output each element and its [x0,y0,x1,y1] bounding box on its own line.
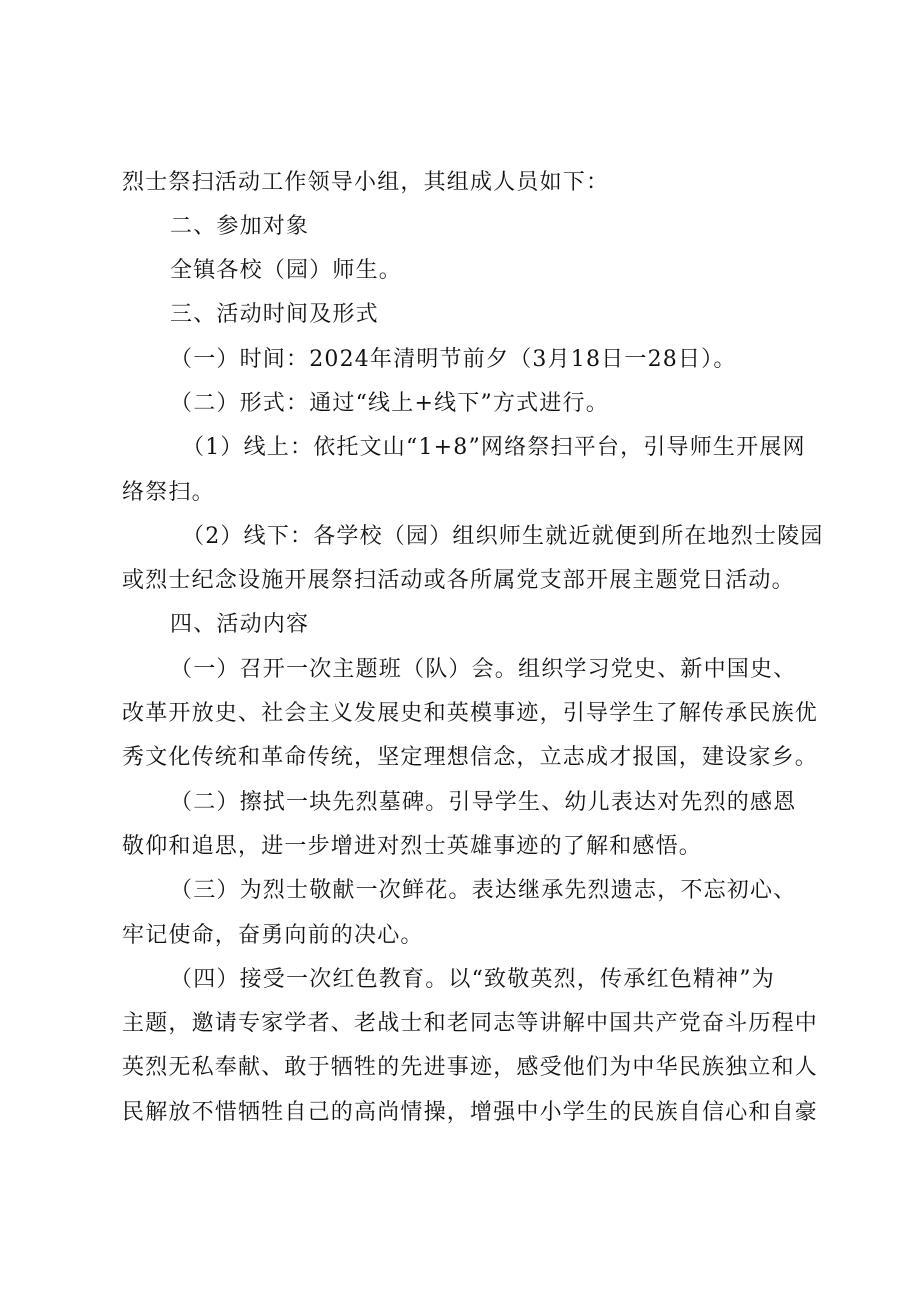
text-line: 或烈士纪念设施开展祭扫活动或各所属党支部开展主题党日活动。 [122,568,795,593]
text-line: 英烈无私奉献、敢于牺牲的先进事迹，感受他们为中华民族独立和人 [122,1055,819,1080]
text-line: 烈士祭扫活动工作领导小组，其组成人员如下： [122,170,610,195]
text-line: （2）线下：各学校（园）组织师生就近就便到所在地烈士陵园 [182,524,824,549]
text-line: 秀文化传统和革命传统，坚定理想信念，立志成才报国，建设家乡。 [122,745,819,770]
section-heading: 四、活动内容 [170,612,310,637]
text-line: （二）形式：通过“线上+线下”方式进行。 [170,391,609,416]
text-line: 络祭扫。 [122,480,215,505]
section-heading: 三、活动时间及形式 [170,302,379,327]
text-line: （二）擦拭一块先烈墓碑。引导学生、幼儿表达对先烈的感恩 [170,790,797,815]
text-line: （一）召开一次主题班（队）会。组织学习党史、新中国史、 [170,657,797,682]
text-line: 民解放不惜牺牲自己的高尚情操，增强中小学生的民族自信心和自豪 [122,1100,819,1125]
text-line: （一）时间：2024年清明节前夕（3月18日一28日）。 [170,347,737,372]
text-line: 改革开放史、社会主义发展史和英模事迹，引导学生了解传承民族优 [122,701,819,726]
text-line: 主题，邀请专家学者、老战士和老同志等讲解中国共产党奋斗历程中 [122,1011,819,1036]
text-line: 牢记使命，奋勇向前的决心。 [122,923,424,948]
text-line: （1）线上：依托文山“1+8”网络祭扫平台，引导师生开展网 [182,435,806,460]
section-heading: 二、参加对象 [170,214,310,239]
text-line: 敬仰和追思，进一步增进对烈士英雄事迹的了解和感悟。 [122,834,703,859]
text-line: （三）为烈士敬献一次鲜花。表达继承先烈遗志，不忘初心、 [170,878,797,903]
text-line: 全镇各校（园）师生。 [170,258,403,283]
text-line: （四）接受一次红色教育。以“致敬英烈，传承红色精神”为 [170,967,775,992]
